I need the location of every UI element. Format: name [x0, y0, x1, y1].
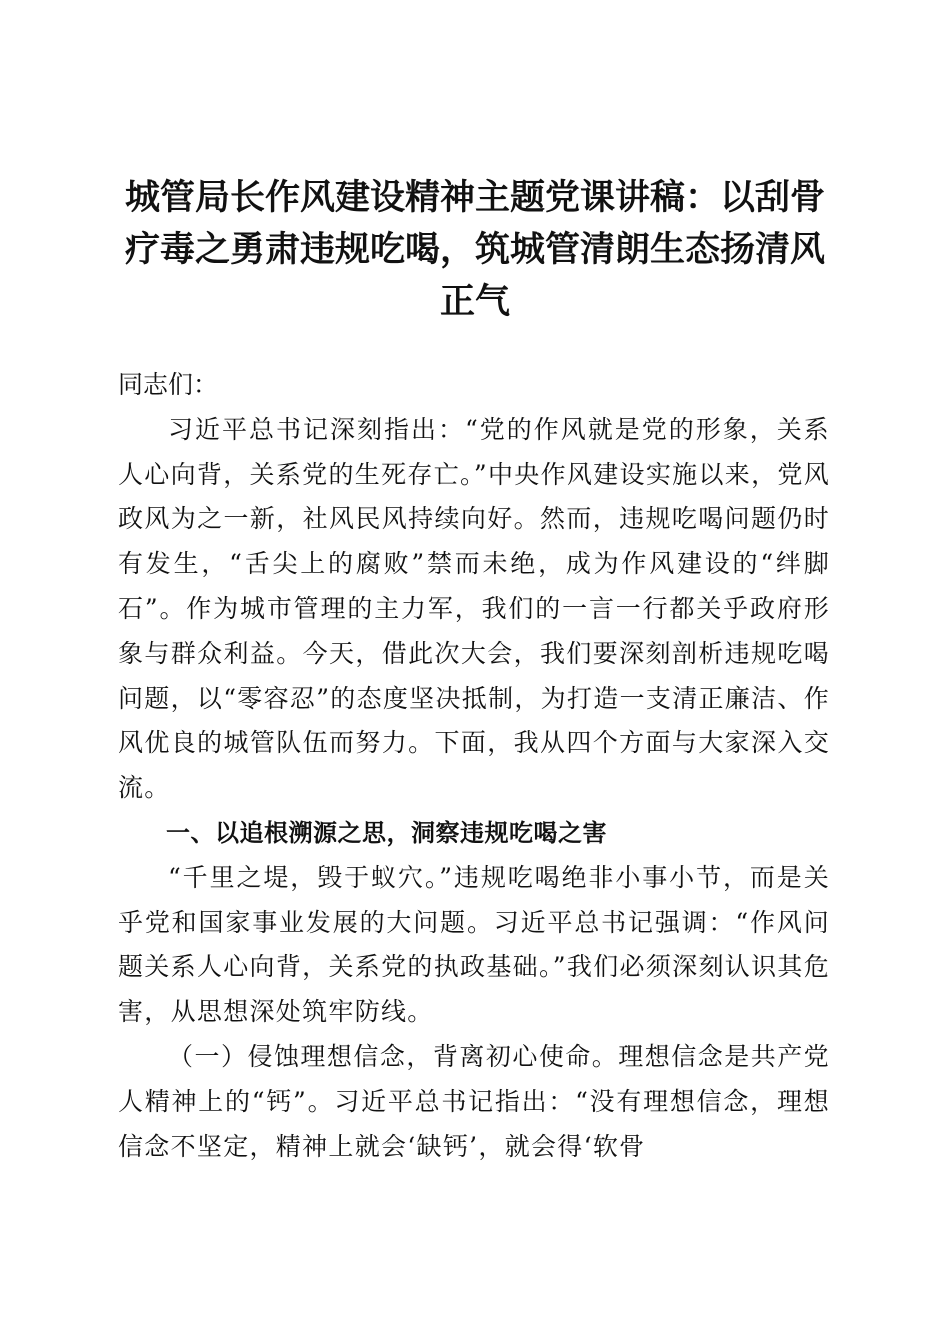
- intro-paragraph: 习近平总书记深刻指出：“党的作风就是党的形象，关系人心向背，关系党的生死存亡。”中央作风建设实施以来，党风政风为之一新，社风民风持续向好。然而，违规吃喝问题仍时有发生，“舌尖上的腐败”禁而未绝，成为作风建设的“绊脚石”。作为城市管理的主力军，我们的一言一行都关乎政府形象与群众利益。今天，借此次大会，我们要深刻剖析违规吃喝问题，以“零容忍”的态度坚决抵制，为打造一支清正廉洁、作风优良的城管队伍而努力。下面，我从四个方面与大家深入交流。: [118, 414, 830, 803]
- salutation: 同志们：: [118, 370, 219, 399]
- document-title: 城管局长作风建设精神主题党课讲稿：以刮骨疗毒之勇肃违规吃喝，筑城管清朗生态扬清风正气: [124, 177, 825, 322]
- document-body: [118, 363, 830, 1169]
- section-heading-1: 一、以追根溯源之思，洞察违规吃喝之害: [166, 818, 607, 847]
- section-1-paragraph-2: （一）侵蚀理想信念，背离初心使命。理想信念是共产党人精神上的“钙”。习近平总书记指出：“没有理想信念，理想信念不坚定，精神上就会‘缺钙’，就会得‘软骨: [118, 1041, 830, 1161]
- section-1-paragraph-1: “千里之堤，毁于蚁穴。”违规吃喝绝非小事小节，而是关乎党和国家事业发展的大问题。习近平总书记强调：“作风问题关系人心向背，关系党的执政基础。”我们必须深刻认识其危害，从思想深处筑牢防线。: [118, 862, 830, 1027]
